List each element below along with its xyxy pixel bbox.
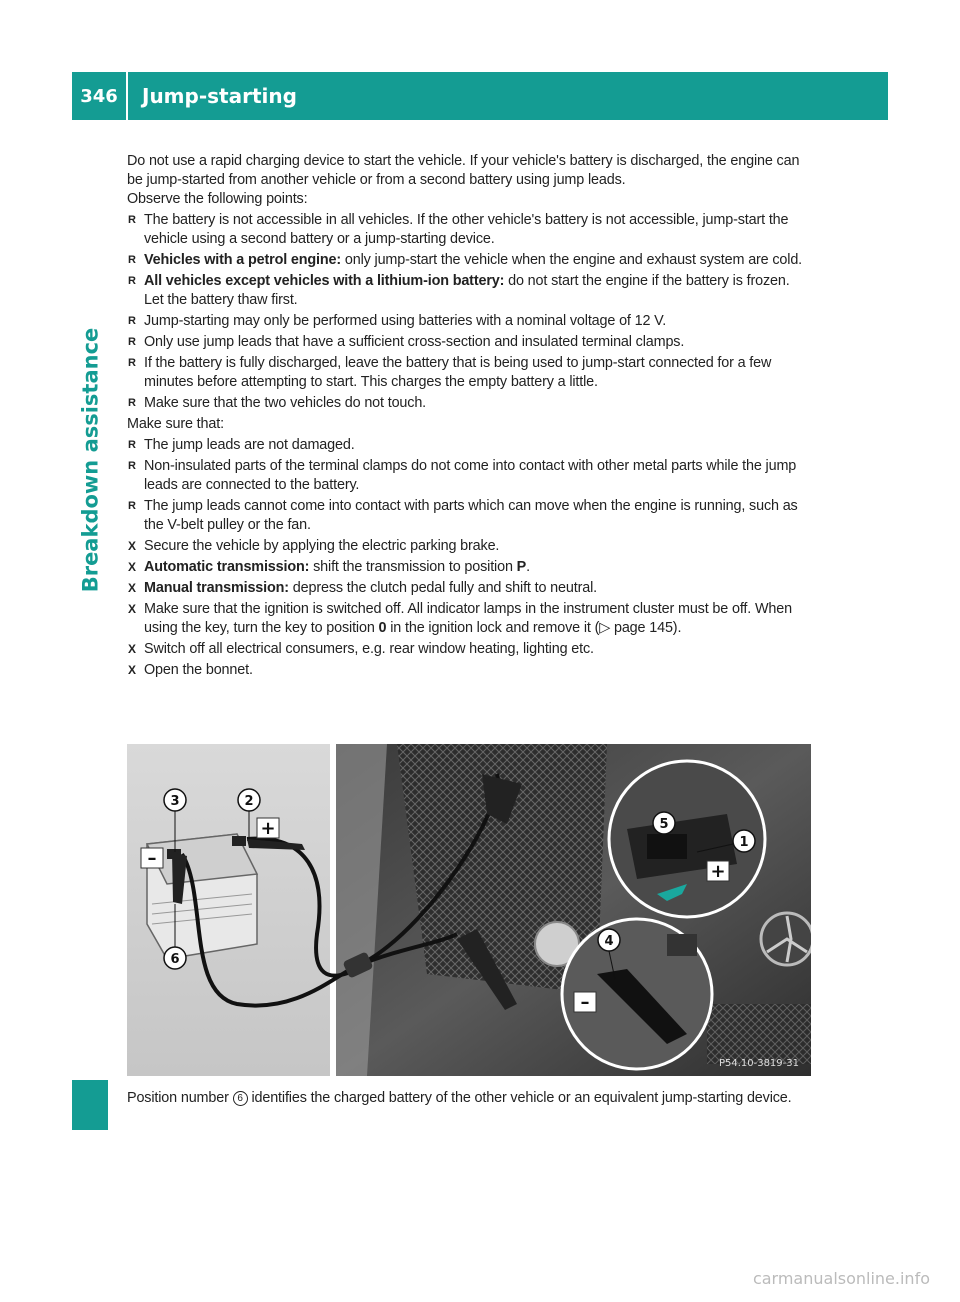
steps-item <box>127 579 812 598</box>
item-text: Jump-starting may only be performed using batteries with a nominal voltage of 12 V. <box>144 313 667 329</box>
points-list <box>127 211 812 413</box>
step-marker-icon: X <box>128 663 136 677</box>
item-text: only jump-start the vehicle when the engine and exhaust system are cold. <box>341 252 803 268</box>
bullet-icon: R <box>128 439 136 451</box>
step-marker-icon: X <box>128 602 136 616</box>
observe-heading: Observe the following points: <box>127 191 308 207</box>
item-text: Make sure that the ignition is switched off. All indicator lamps in the instrument cluster must be off. When using the key, turn the key to position <box>144 601 792 636</box>
item-text: shift the transmission to position <box>309 559 517 575</box>
steps-item <box>127 640 812 659</box>
make-sure-heading: Make sure that: <box>127 416 224 432</box>
callout-6: 6 <box>170 952 180 967</box>
points-item <box>127 333 812 352</box>
bullet-icon: R <box>128 460 136 472</box>
left-minus-sign: – <box>147 848 157 869</box>
intro-paragraph: Do not use a rapid charging device to start the vehicle. If your vehicle's battery is discharged, the engine can be jump-started from another vehicle or from a second battery using jump leads. <box>127 153 800 188</box>
make-sure-list <box>127 436 812 535</box>
illustration-svg <box>127 744 811 1076</box>
bullet-icon: R <box>128 336 136 348</box>
chapter-marker <box>72 1080 108 1130</box>
item-text: depress the clutch pedal fully and shift to neutral. <box>288 580 597 596</box>
page-number: 346 <box>80 85 118 107</box>
make-sure-item <box>127 457 812 495</box>
make-sure-item <box>127 497 812 535</box>
main-content <box>127 152 812 682</box>
steps-item <box>127 537 812 556</box>
caption-after: identifies the charged battery of the other vehicle or an equivalent jump-starting device. <box>247 1090 792 1106</box>
item-text-tail: . <box>526 559 530 575</box>
callout-3: 3 <box>170 794 180 809</box>
step-marker-icon: X <box>128 560 136 574</box>
item-text: The jump leads cannot come into contact with parts which can move when the engine is running, such as the V-belt pulley or the fan. <box>144 498 798 533</box>
jump-start-illustration <box>127 744 811 1076</box>
item-text: The battery is not accessible in all vehicles. If the other vehicle's battery is not accessible, jump-start the vehicle using a second battery or a jump-starting device. <box>144 212 789 247</box>
points-item <box>127 312 812 331</box>
left-plus-sign: + <box>260 818 276 839</box>
item-text: do not start the engine if the battery is frozen. Let the battery thaw first. <box>144 273 790 308</box>
callout-1: 1 <box>739 835 749 850</box>
bullet-icon: R <box>128 254 136 266</box>
item-bold-label: Vehicles with a petrol engine: <box>144 252 342 268</box>
page-header <box>72 72 888 120</box>
item-text-tail: in the ignition lock and remove it (▷ page 145). <box>386 620 682 636</box>
item-text: Switch off all electrical consumers, e.g. rear window heating, lighting etc. <box>144 641 594 657</box>
bullet-icon: R <box>128 315 136 327</box>
chapter-label: Breakdown assistance <box>78 327 102 593</box>
zoom-plus-sign: + <box>710 861 726 882</box>
step-marker-icon: X <box>128 642 136 656</box>
bullet-icon: R <box>128 275 136 287</box>
figure-caption <box>127 1089 812 1108</box>
callout-4: 4 <box>604 934 614 949</box>
side-chapter-tab <box>72 140 108 780</box>
item-bold-label: All vehicles except vehicles with a lithium-ion battery: <box>144 273 505 289</box>
step-marker-icon: X <box>128 539 136 553</box>
item-text: Make sure that the two vehicles do not touch. <box>144 395 427 411</box>
item-text: Non-insulated parts of the terminal clamps do not come into contact with other metal parts while the jump leads are connected to the battery. <box>144 458 797 493</box>
steps-item <box>127 661 812 680</box>
item-bold-value: P <box>516 559 527 575</box>
zoom-minus-sign: – <box>580 992 590 1013</box>
item-bold-value: 0 <box>378 620 387 636</box>
site-watermark: carmanualsonline.info <box>752 1269 930 1288</box>
item-text: Only use jump leads that have a sufficient cross-section and insulated terminal clamps. <box>144 334 685 350</box>
make-sure-item <box>127 436 812 455</box>
step-marker-icon: X <box>128 581 136 595</box>
points-item <box>127 354 812 392</box>
item-text: Open the bonnet. <box>144 662 253 678</box>
header-separator <box>126 72 128 120</box>
item-text: Secure the vehicle by applying the electric parking brake. <box>144 538 500 554</box>
item-bold-label: Manual transmission: <box>144 580 289 596</box>
steps-list <box>127 537 812 680</box>
section-title: Jump-starting <box>142 84 297 108</box>
points-item <box>127 394 812 413</box>
points-item <box>127 251 812 270</box>
points-item <box>127 211 812 249</box>
points-item <box>127 272 812 310</box>
figure-code: P54.10-3819-31 <box>718 1058 799 1069</box>
steps-item <box>127 600 812 638</box>
steps-item <box>127 558 812 577</box>
callout-5: 5 <box>659 817 669 832</box>
item-text: The jump leads are not damaged. <box>144 437 355 453</box>
caption-before: Position number <box>127 1090 233 1106</box>
bullet-icon: R <box>128 357 136 369</box>
bullet-icon: R <box>128 214 136 226</box>
callout-2: 2 <box>244 794 254 809</box>
bullet-icon: R <box>128 397 136 409</box>
bullet-icon: R <box>128 500 136 512</box>
item-text: If the battery is fully discharged, leave the battery that is being used to jump-start connected for a few minutes before attempting to start. This charges the empty battery a little. <box>144 355 772 390</box>
item-bold-label: Automatic transmission: <box>144 559 310 575</box>
caption-marker: 6 <box>233 1091 248 1106</box>
